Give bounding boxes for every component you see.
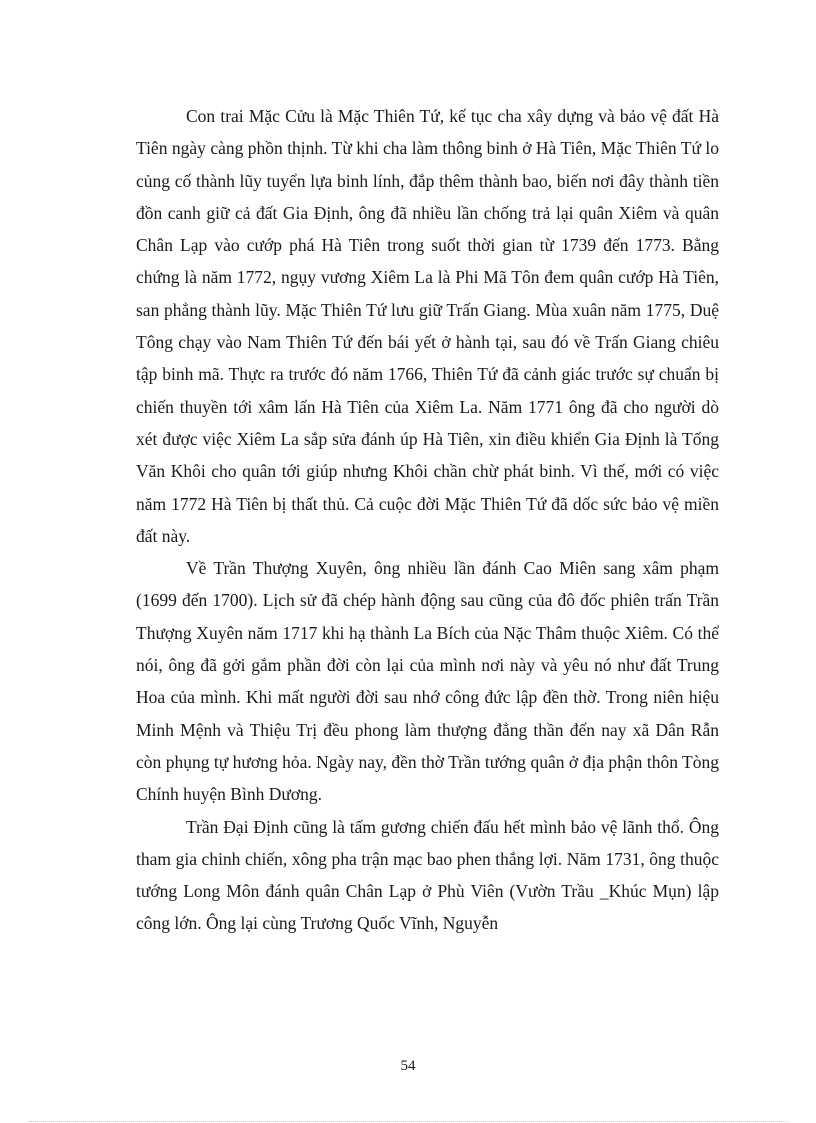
paragraph-tran-thuong-xuyen: Về Trần Thượng Xuyên, ông nhiều lần đánh Cao Miên sang xâm phạm (1699 đến 1700). Lịch sử đã chép hành động sau cũng của đô đốc phiên trấn Trần Thượng Xuyên năm 1717 khi hạ thành La Bích của Nặc Thâm thuộc Xiêm. Có thể nói, ông đã gởi gắm phần đời còn lại của mình nơi này và yêu nó như đất Trung Hoa của mình. Khi mất người đời sau nhớ công đức lập đền thờ. Trong niên hiệu Minh Mệnh và Thiệu Trị đều phong làm thượng đẳng thần đến nay xã Dân Rẫn còn phụng tự hương hỏa. Ngày nay, đền thờ Trần tướng quân ở địa phận thôn Tòng Chính huyện Bình Dương. [136,558,719,805]
paragraph-tran-dai-dinh: Trần Đại Định cũng là tấm gương chiến đấu hết mình bảo vệ lãnh thổ. Ông tham gia chinh chiến, xông pha trận mạc bao phen thắng lợi. Năm 1731, ông thuộc tướng Long Môn đánh quân Chân Lạp ở Phù Viên (Vườn Trầu _Khúc Mụn) lập công lớn. Ông lại cùng Trương Quốc Vĩnh, Nguyễn [136,816,719,934]
paragraph-mac-thien-tu: Con trai Mặc Cửu là Mặc Thiên Tứ, kế tục cha xây dựng và bảo vệ đất Hà Tiên ngày càng phồn thịnh. Từ khi cha làm thông binh ở Hà Tiên, Mặc Thiên Tứ lo củng cố thành lũy tuyển lựa binh lính, đắp thêm thành bao, biến nơi đây thành tiền đồn canh giữ cả đất Gia Định, ông đã nhiều lần chống trả lại quân Xiêm và quân Chân Lạp vào cướp phá Hà Tiên trong suốt thời gian từ 1739 đến 1773. Bằng chứng là năm 1772, ngụy vương Xiêm La là Phi Mã Tôn đem quân cướp Hà Tiên, san phẳng thành lũy. Mặc Thiên Tứ lưu giữ Trấn Giang. Mùa xuân năm 1775, Duệ Tông chạy vào Nam Thiên Tứ đến bái yết ở hành tại, sau đó về Trấn Giang chiêu tập binh mã. Thực ra trước đó năm 1766, Thiên Tứ đã cảnh giác trước sự chuẩn bị chiến thuyền tới xâm lấn Hà Tiên của Xiêm La. Năm 1771 ông đã cho người dò xét được việc Xiêm La sắp sửa đánh úp Hà Tiên, xin điều khiển Gia Định là Tống Văn Khôi cho quân tới giúp nhưng Khôi chần chừ phát binh. Vì thế, mới có việc năm 1772 Hà Tiên bị thất thủ. Cả cuộc đời Mặc Thiên Tứ đã dốc sức bảo vệ miền đất này. [136,106,719,546]
body-text [136,100,719,940]
page-number: 54 [400,1058,416,1074]
page-bottom-border [28,1121,788,1122]
